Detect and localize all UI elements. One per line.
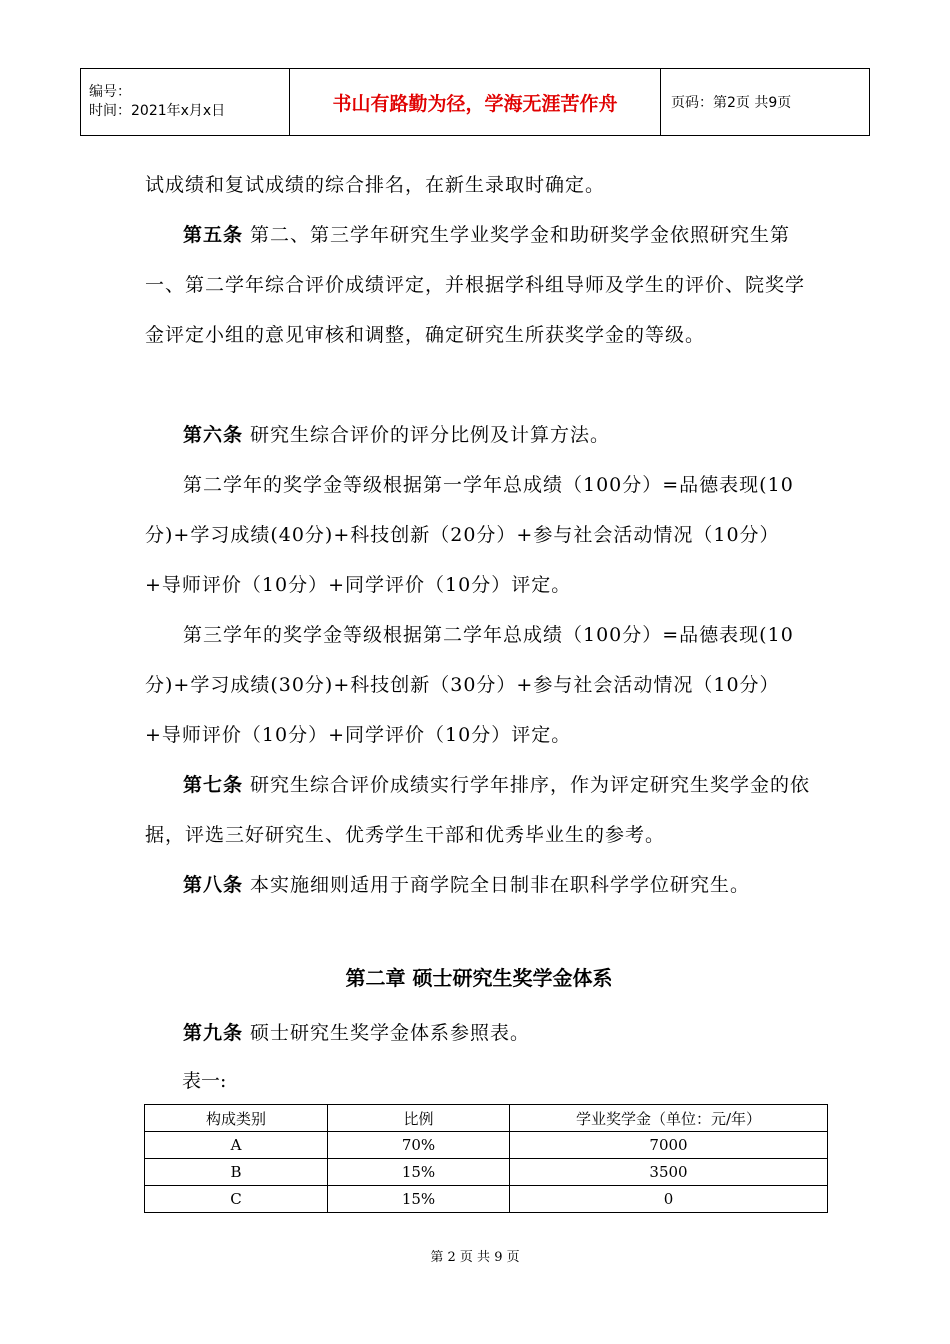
article-8-body: 本实施细则适用于商学院全日制非在职科学学位研究生。 [243, 874, 751, 896]
cell-category: B [145, 1159, 328, 1186]
article-9-heading: 第九条 [183, 1022, 244, 1044]
article-6-heading: 第六条 [183, 424, 244, 446]
table-row [145, 1186, 828, 1213]
table-row [145, 1159, 828, 1186]
cell-ratio: 15% [328, 1186, 510, 1213]
table-header-row [145, 1105, 828, 1132]
article-7-heading: 第七条 [183, 774, 244, 796]
cell-ratio: 70% [328, 1132, 510, 1159]
cell-amount: 3500 [510, 1159, 828, 1186]
cell-amount: 0 [510, 1186, 828, 1213]
cell-category: C [145, 1186, 328, 1213]
chapter-title: 第二章 硕士研究生奖学金体系 [345, 966, 613, 990]
article-9-body: 硕士研究生奖学金体系参照表。 [243, 1022, 531, 1044]
cell-amount: 7000 [510, 1132, 828, 1159]
col-header-category: 构成类别 [145, 1105, 328, 1132]
header-meta [81, 69, 290, 136]
number-label: 编号： [89, 84, 131, 100]
scholarship-table [144, 1104, 828, 1213]
table-label: 表一: [182, 1070, 227, 1092]
article-8 [145, 860, 813, 910]
article-5 [145, 210, 813, 360]
page-header [80, 68, 870, 136]
paragraph-continued: 试成绩和复试成绩的综合排名，在新生录取时确定。 [145, 174, 606, 196]
cell-category: A [145, 1132, 328, 1159]
article-8-heading: 第八条 [183, 874, 244, 896]
score-rule-year-3: 第三学年的奖学金等级根据第二学年总成绩（100分）=品德表现(10分)+学习成绩(30分)+科技创新（30分）+参与社会活动情况（10分）+导师评价（10分）+同学评价（10分）评定。 [145, 624, 794, 746]
header-page-info: 页码：第2页 共9页 [661, 69, 870, 136]
page-footer: 第 2 页 共 9 页 [430, 1250, 520, 1265]
header-motto: 书山有路勤为径，学海无涯苦作舟 [290, 69, 661, 136]
col-header-ratio: 比例 [328, 1105, 510, 1132]
article-7-body: 研究生综合评价成绩实行学年排序，作为评定研究生奖学金的依据，评选三好研究生、优秀学生干部和优秀毕业生的参考。 [145, 774, 811, 846]
article-9 [145, 1008, 813, 1058]
time-label: 时间：2021年x月x日 [89, 103, 226, 119]
table-row [145, 1132, 828, 1159]
article-7 [145, 760, 813, 860]
article-6-body: 研究生综合评价的评分比例及计算方法。 [243, 424, 611, 446]
score-rule-year-2: 第二学年的奖学金等级根据第一学年总成绩（100分）=品德表现(10分)+学习成绩(40分)+科技创新（20分）+参与社会活动情况（10分）+导师评价（10分）+同学评价（10分）评定。 [145, 474, 794, 596]
article-5-heading: 第五条 [183, 224, 244, 246]
cell-ratio: 15% [328, 1159, 510, 1186]
article-6 [145, 410, 813, 460]
article-5-body: 第二、第三学年研究生学业奖学金和助研奖学金依照研究生第一、第二学年综合评价成绩评定，并根据学科组导师及学生的评价、院奖学金评定小组的意见审核和调整，确定研究生所获奖学金的等级。 [145, 224, 806, 346]
col-header-amount: 学业奖学金（单位：元/年） [510, 1105, 828, 1132]
